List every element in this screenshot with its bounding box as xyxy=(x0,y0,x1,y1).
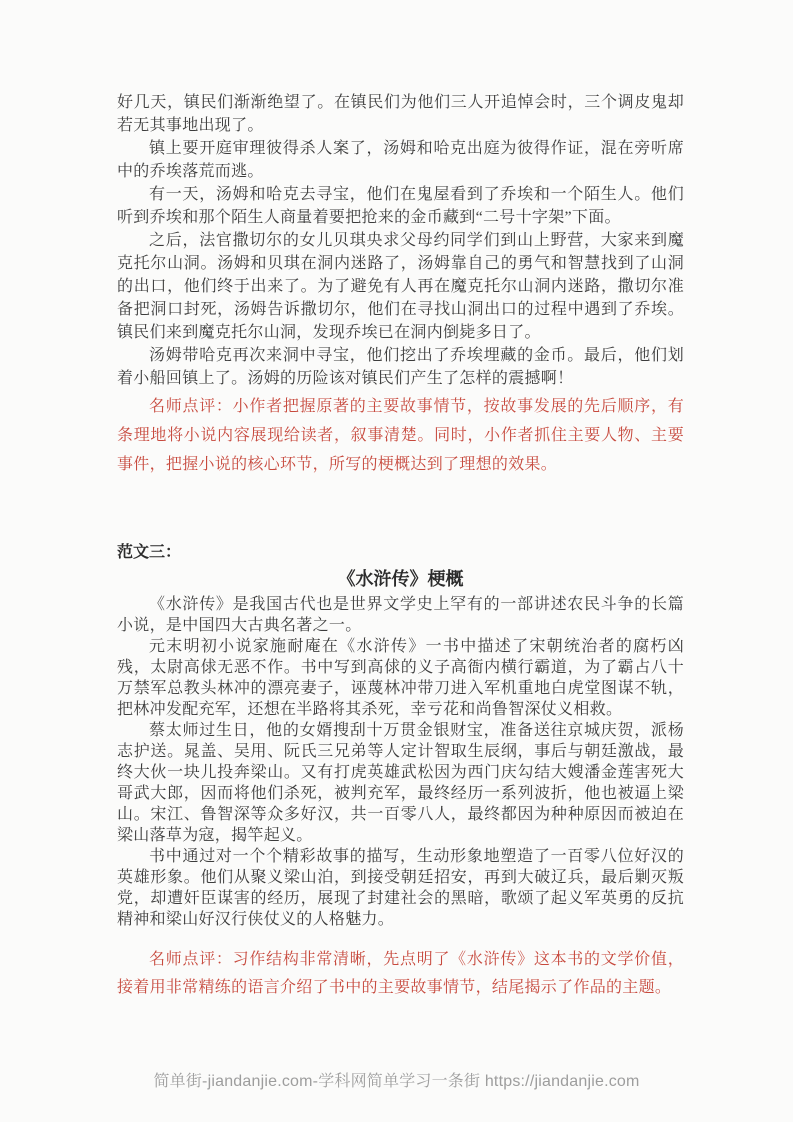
section-label: 范文三： xyxy=(117,544,182,561)
body-paragraph: 元末明初小说家施耐庵在《水浒传》一书中描述了宋朝统治者的腐朽凶残，太尉高俅无恶不作。书中写到高俅的义子高衙内横行霸道，为了霸占八十万禁军总教头林冲的漂亮妻子，诬蔑林冲带刀进入军机重地白虎堂图谋不轨，把林冲发配充军，还想在半路将其杀死，幸亏花和尚鲁智深仗义相救。 xyxy=(117,638,684,718)
essay-title: 《水浒传》梗概 xyxy=(337,569,464,589)
body-paragraph: 好几天，镇民们渐渐绝望了。在镇民们为他们三人开追悼会时，三个调皮鬼却若无其事地出现了。 xyxy=(117,94,684,134)
essay-section-shuihuzhuan xyxy=(117,541,684,1002)
watermark-footer: 简单街-jiandanjie.com-学科网简单学习一条街 https://jiandanjie.com xyxy=(153,1073,640,1090)
essay-section-tom-sawyer xyxy=(117,91,684,479)
body-paragraph: 《水浒传》是我国古代也是世界文学史上罕有的一部讲述农民斗争的长篇小说，是中国四大古典名著之一。 xyxy=(117,596,684,634)
body-paragraph: 镇上要开庭审理彼得杀人案了，汤姆和哈克出庭为彼得作证，混在旁听席中的乔埃落荒而逃。 xyxy=(117,140,684,180)
body-paragraph: 汤姆带哈克再次来洞中寻宝，他们挖出了乔埃埋藏的金币。最后，他们划着小船回镇上了。汤姆的历险该对镇民们产生了怎样的震撼啊！ xyxy=(117,347,684,387)
body-paragraph: 蔡太师过生日，他的女婿搜刮十万贯金银财宝，准备送往京城庆贺，派杨志护送。晁盖、吴用、阮氏三兄弟等人定计智取生辰纲，事后与朝廷激战，最终大伙一块儿投奔梁山。又有打虎英雄武松因为西门庆勾结大嫂潘金莲害死大哥武大郎，因而将他们杀死，被判充军，最终经历一系列波折，他也被逼上梁山。宋江、鲁智深等众多好汉，共一百零八人，最终都因为种种原因而被迫在梁山落草为寇，揭竿起义。 xyxy=(117,722,684,844)
teacher-comment: 名师点评：习作结构非常清晰，先点明了《水浒传》这本书的文学价值，接着用非常精练的语言介绍了书中的主要故事情节，结尾揭示了作品的主题。 xyxy=(117,951,684,996)
essay-body xyxy=(117,594,684,930)
body-paragraph: 书中通过对一个个精彩故事的描写，生动形象地塑造了一百零八位好汉的英雄形象。他们从聚义梁山泊，到接受朝廷招安，再到大破辽兵，最后剿灭叛党，却遭奸臣谋害的经历，展现了封建社会的黑暗，歌颂了起义军英勇的反抗精神和梁山好汉行侠仗义的人格魅力。 xyxy=(117,848,684,928)
document-content xyxy=(117,91,684,1002)
body-paragraph: 有一天，汤姆和哈克去寻宝，他们在鬼屋看到了乔埃和一个陌生人。他们听到乔埃和那个陌生人商量着要把抢来的金币藏到“二号十字架”下面。 xyxy=(117,186,684,226)
body-paragraph: 之后，法官撒切尔的女儿贝琪央求父母约同学们到山上野营，大家来到魔克托尔山洞。汤姆和贝琪在洞内迷路了，汤姆靠自己的勇气和智慧找到了山洞的出口，他们终于出来了。为了避免有人再在魔克托尔山洞内迷路，撒切尔准备把洞口封死，汤姆告诉撒切尔，他们在寻找山洞出口的过程中遇到了乔埃。镇民们来到魔克托尔山洞，发现乔埃已在洞内倒毙多日了。 xyxy=(117,232,684,341)
teacher-comment: 名师点评：小作者把握原著的主要故事情节，按故事发展的先后顺序，有条理地将小说内容展现给读者，叙事清楚。同时，小作者抓住主要人物、主要事件，把握小说的核心环节，所写的梗概达到了理想的效果。 xyxy=(117,398,684,473)
